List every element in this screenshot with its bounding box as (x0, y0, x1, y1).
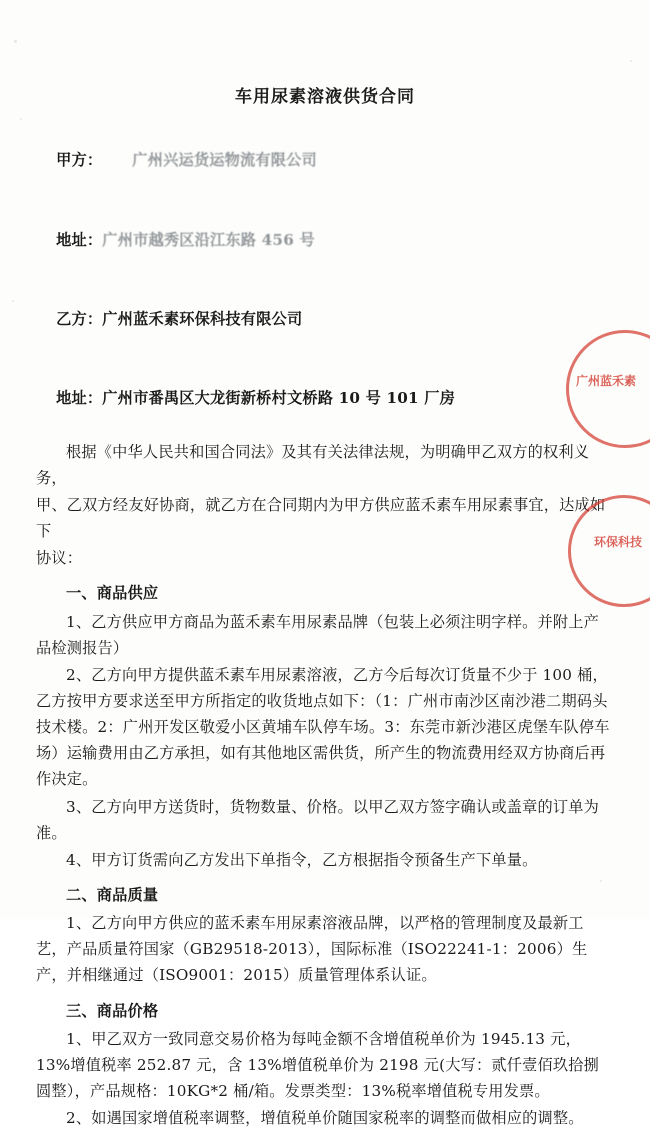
scan-speck (20, 118, 22, 120)
spacer (36, 572, 614, 575)
party-label-yifang: 乙方： (56, 309, 103, 328)
spacer (36, 874, 614, 877)
preamble-line-3: 协议： (36, 549, 83, 568)
section-heading-3: 三、商品价格 (66, 1001, 159, 1020)
party-value-yifang: 广州蓝禾素环保科技有限公司 (102, 309, 303, 328)
party-value-jiafang-address: 广州市越秀区沿江东路 456 号 (102, 230, 315, 249)
section-heading-1: 一、商品供应 (66, 584, 159, 603)
seal-text-top: 广州蓝禾素 (575, 374, 636, 388)
page-title: 车用尿素溶液供货合同 (235, 87, 415, 107)
party-line-jiafang (36, 121, 614, 199)
section-1-item-1: 1、乙方供应甲方商品为蓝禾素车用尿素品牌（包装上必须注明字样。并附上产品检测报告） (36, 612, 600, 657)
party-line-yifang (36, 280, 614, 358)
party-line-yifang-address (36, 359, 614, 437)
scan-speck (630, 60, 632, 62)
party-value-jiafang: 广州兴运货运物流有限公司 (132, 151, 317, 170)
section-1-item-2: 2、乙方向甲方提供蓝禾素车用尿素溶液，乙方今后每次订货量不少于 100 桶，乙方按甲方要求送至甲方所指定的收货地点如下：（1：广州市南沙区南沙港二期码头技术楼。2：广州开发区敬爱小区黄埔车队停车场。3：东莞市新沙港区虎堡车队停车场）运输费用由乙方承担，如有其他地区需供货，所产生的物流费用经双方协商后再作决定。 (36, 665, 610, 789)
scan-speck (14, 40, 17, 43)
party-line-jiafang-address (36, 200, 614, 278)
preamble-line-2: 甲、乙双方经友好协商，就乙方在合同期内为甲方供应蓝禾素车用尿素事宜，达成如下 (36, 495, 606, 541)
scan-speck (600, 880, 602, 882)
scan-speck (12, 300, 14, 302)
section-3-item-1: 1、甲乙双方一致同意交易价格为每吨金额不含增值税单价为 1945.13 元，13%增值税率 252.87 元，含 13%增值税单价为 2198 元(大写：贰仟壹佰玖拾捌圆整），产品规格：10KG*2 桶/箱。发票类型：13%税率增值税专用发票。 (36, 1029, 600, 1100)
section-heading-2: 二、商品质量 (66, 885, 159, 904)
preamble-line-1: 根据《中华人民共和国合同法》及其有关法律法规，为明确甲乙双方的权利义务， (36, 442, 590, 487)
section-1-item-4: 4、甲方订货需向乙方发出下单指令，乙方根据指令预备生产下单量。 (66, 850, 538, 869)
party-value-yifang-address: 广州市番禺区大龙街新桥村文桥路 10 号 101 厂房 (102, 389, 456, 408)
party-label-jiafang: 甲方： (56, 151, 103, 170)
seal-text-bottom: 环保科技 (593, 535, 642, 549)
party-label-jiafang-address: 地址： (56, 230, 103, 249)
spacer (36, 990, 614, 993)
section-3-item-2: 2、如遇国家增值税率调整，增值税单价随国家税率的调整而做相应的调整。 (66, 1109, 584, 1128)
party-label-yifang-address: 地址： (56, 389, 103, 408)
section-1-item-3: 3、乙方向甲方送货时，货物数量、价格。以甲乙双方签字确认或盖章的订单为准。 (36, 797, 600, 842)
section-2-item-1: 1、乙方向甲方供应的蓝禾素车用尿素溶液品牌，以严格的管理制度及最新工艺，产品质量符国家（GB29518-2013），国际标准（ISO22241-1：2006）生产，并相继通过（ISO9001：2015）质量管理体系认证。 (36, 914, 588, 985)
